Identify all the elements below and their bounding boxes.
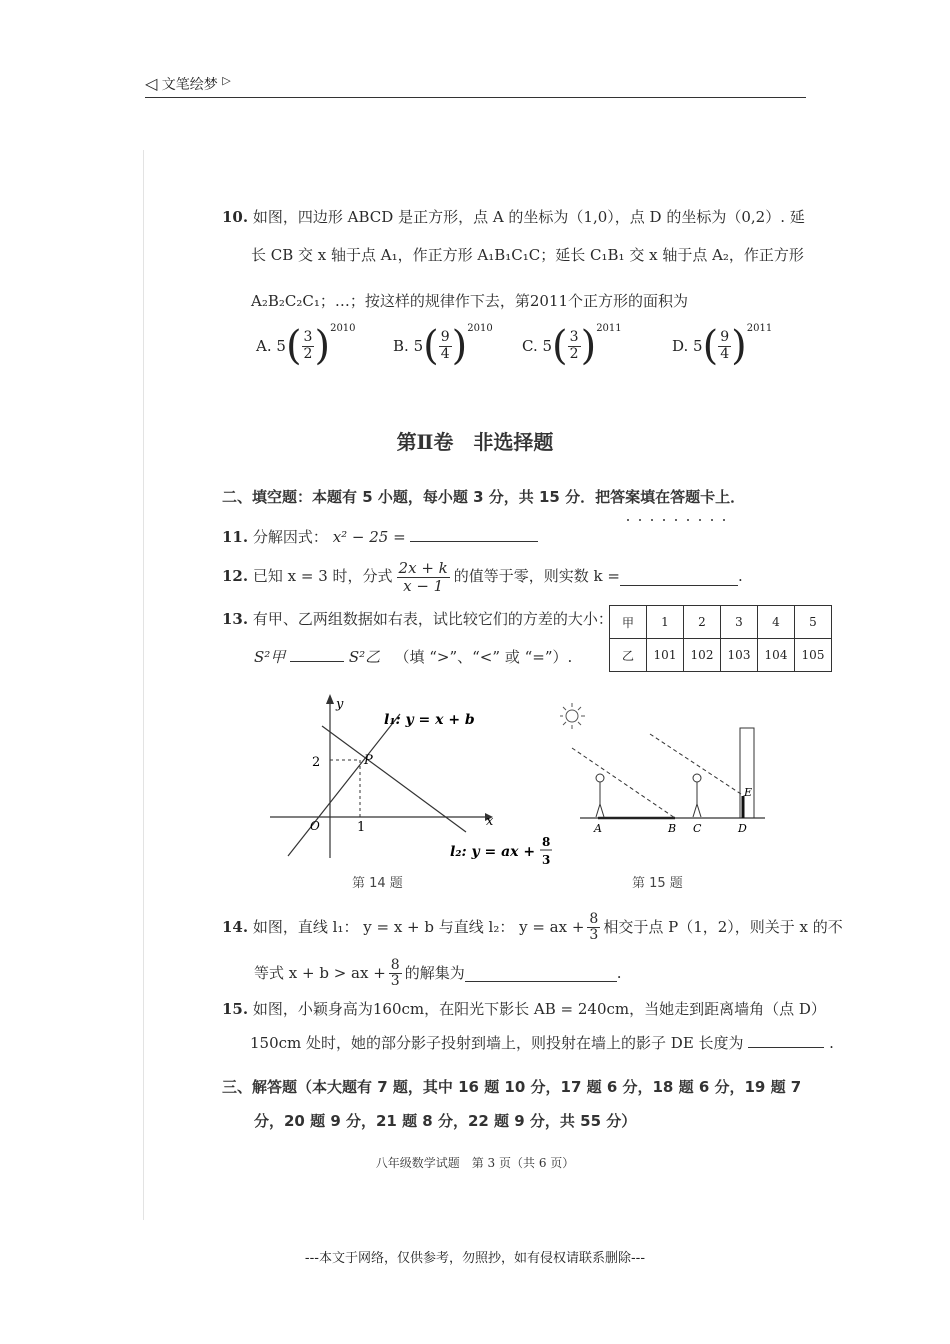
page-footer: 八年级数学试题 第 3 页（共 6 页） — [375, 1156, 575, 1170]
q14-line2: 等式 x + b > ax + $\frac{8}{3}$ 的解集为 . — [254, 957, 622, 990]
disclaimer: ---本文于网络，仅供参考，勿照抄，如有侵权请联系删除--- — [304, 1251, 646, 1266]
l2-label: l₂: y = ax + — [450, 844, 536, 860]
left-arrow-icon: ◁ — [145, 74, 158, 93]
y-axis-label: y — [336, 697, 344, 712]
question-15: 15. 如图，小颖身高为160cm，在阳光下影长 AB = 240cm，当她走到距离墙角（点 D） — [222, 1000, 826, 1018]
q14-answer-blank[interactable] — [465, 965, 617, 982]
q15-answer-blank[interactable] — [748, 1047, 824, 1048]
l2-frac-num: 8 — [542, 835, 551, 849]
part2-heading: 二、填空题：本题有 5 小题，每小题 3 分，共 15 分．把答案填在答题卡上． — [222, 488, 746, 506]
point-c-label: C — [693, 822, 702, 835]
l1-label: l₁: y = x + b — [384, 712, 475, 728]
sun-icon — [566, 710, 578, 722]
person-icon — [693, 774, 701, 817]
q10-line3: A₂B₂C₂C₁；…；按这样的规律作下去，第2011个正方形的面积为 — [251, 292, 689, 310]
page-header — [145, 74, 231, 94]
question-14: 14. 如图，直线 l₁： y = x + b 与直线 l₂： y = ax + $\frac{8}{3}$ 相交于点 P（1，2），则关于 x 的不 — [222, 911, 843, 944]
figure-15 — [560, 700, 780, 840]
q10-option-c[interactable]: C. 5 ( $\frac{3}{2}$ ) 2011 — [522, 322, 622, 369]
q10-option-b[interactable]: B. 5 ( $\frac{9}{4}$ ) 2010 — [393, 322, 493, 369]
table-row: 乙 101 102 103 104 105 — [610, 639, 832, 672]
q13-data-table — [609, 605, 832, 672]
l2-frac-den: 3 — [542, 853, 551, 867]
q15-line2: 150cm 处时，她的部分影子投射到墙上，则投射在墙上的影子 DE 长度为 . — [250, 1034, 834, 1052]
point-p-label: P — [364, 753, 373, 768]
figure-14 — [260, 688, 570, 878]
question-12: 12. 已知 x = 3 时，分式 $\frac{2x + k}{x - 1}$ 的值等于零，则实数 k = . — [222, 559, 743, 595]
point-d-label: D — [738, 822, 747, 835]
caption-15: 第 15 题 — [632, 876, 683, 891]
header-title: 文笔绘梦 — [161, 77, 218, 93]
point-a-label: A — [594, 822, 602, 835]
q13-answer-blank[interactable] — [290, 661, 344, 662]
point-b-label: B — [668, 822, 677, 835]
q10-option-a[interactable]: A. 5 ( $\frac{3}{2}$ ) 2010 — [256, 322, 356, 369]
point-e-label: E — [744, 786, 753, 799]
section-title: 第Ⅱ卷 非选择题 — [396, 430, 554, 454]
q13-line2: S²甲 S²乙 （填 “>”、“<” 或 “=”）. — [254, 648, 573, 666]
question-11: 11. 分解因式： x² − 25 = — [222, 528, 538, 548]
person-icon — [596, 774, 604, 817]
header-divider — [145, 97, 806, 98]
question-13: 13. 有甲、乙两组数据如右表，试比较它们的方差的大小： — [222, 610, 613, 628]
q11-answer-blank[interactable] — [410, 541, 538, 542]
emphasis-dots — [622, 506, 730, 525]
q10-option-d[interactable]: D. 5 ( $\frac{9}{4}$ ) 2011 — [672, 322, 773, 369]
part3-heading-line2: 分，20 题 9 分，21 题 8 分，22 题 9 分，共 55 分） — [254, 1112, 637, 1130]
right-arrow-icon: ▷ — [222, 74, 231, 87]
question-10 — [222, 208, 812, 228]
scan-edge — [143, 150, 144, 1220]
part3-heading-line1: 三、解答题（本大题有 7 题，其中 16 题 10 分，17 题 6 分，18 题 6 分，19 题 7 — [222, 1078, 802, 1096]
tick-2-label: 2 — [312, 755, 321, 770]
origin-label: O — [310, 819, 320, 833]
q10-line1: 如图，四边形 ABCD 是正方形，点 A 的坐标为（1,0），点 D 的坐标为（0,2）. 延 — [252, 208, 805, 226]
q10-line2: 长 CB 交 x 轴于点 A₁，作正方形 A₁B₁C₁C；延长 C₁B₁ 交 x 轴于点 A₂，作正方形 — [251, 246, 804, 264]
tick-1-label: 1 — [357, 820, 366, 835]
q12-answer-blank[interactable] — [620, 569, 738, 586]
table-row: 甲 1 2 3 4 5 — [610, 606, 832, 639]
caption-14: 第 14 题 — [352, 876, 403, 891]
x-axis-label: x — [486, 814, 494, 829]
question-number: 10. — [222, 208, 249, 226]
